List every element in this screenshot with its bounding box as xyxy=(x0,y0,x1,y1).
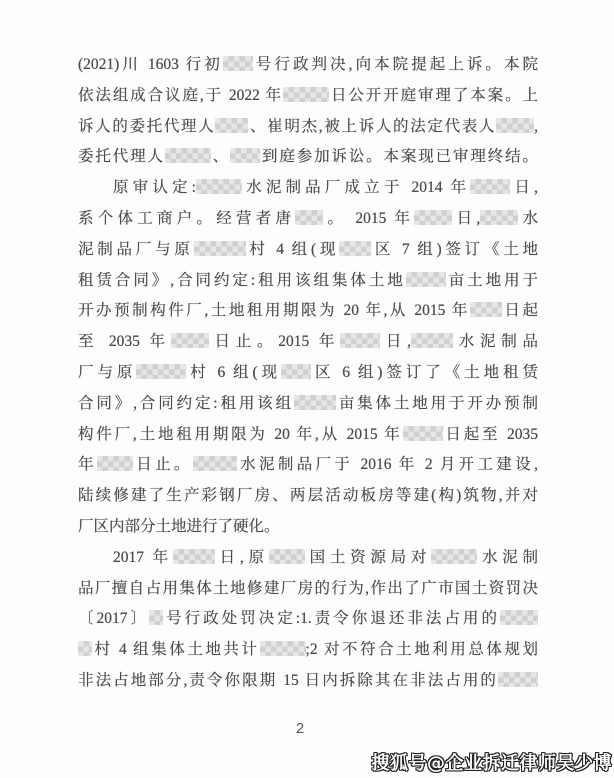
text-run: 日公开开庭审理了本案。上 xyxy=(329,86,538,104)
paragraph xyxy=(78,543,538,697)
text-run: 合同》,合同约定:租用该组 xyxy=(78,394,294,412)
watermark-sohu: 搜狐号@企业拆迁律师吴少博 xyxy=(371,753,612,774)
text-run: 水泥制品厂成立于 2014 年 xyxy=(241,179,471,197)
text-run: 至 2035 年 xyxy=(78,333,171,351)
document-text xyxy=(78,50,538,697)
text-line xyxy=(78,481,538,512)
redaction-block xyxy=(281,364,311,379)
text-run: , xyxy=(534,117,538,135)
text-run: 国土资源局对 xyxy=(304,548,432,566)
text-run: 区 7 组)签订《土地 xyxy=(371,240,538,258)
text-run: 水泥制 xyxy=(477,548,538,566)
text-run: 〔2017〕 xyxy=(78,610,150,628)
redaction-block xyxy=(339,241,371,256)
text-run: 村 6 组(现 xyxy=(186,363,282,381)
text-run: 日, xyxy=(452,209,481,227)
text-run: 委托代理人 xyxy=(78,148,165,166)
text-run: 号行政处罚决定:1.责令你退还非法占用的 xyxy=(163,610,500,628)
text-run: 日起 xyxy=(501,302,538,320)
redaction-block xyxy=(496,118,534,133)
redaction-block xyxy=(403,426,443,441)
redaction-block xyxy=(294,395,336,410)
redaction-block xyxy=(470,302,502,317)
redaction-block xyxy=(230,148,260,163)
redaction-block xyxy=(173,549,215,564)
redaction-block xyxy=(136,364,186,379)
redaction-block xyxy=(470,179,510,194)
text-line xyxy=(78,50,538,81)
text-run: 日,原 xyxy=(214,548,269,566)
text-run: 系个体工商户。经营者唐 xyxy=(78,209,296,227)
redaction-block xyxy=(193,456,237,471)
text-line xyxy=(78,512,538,543)
paragraph xyxy=(78,50,538,173)
text-run: 日止。2015 年 xyxy=(208,333,341,351)
redaction-block xyxy=(171,333,209,348)
text-run: 村 4 组集体土地共计 xyxy=(92,641,260,659)
text-run: 水泥制品厂于 2016 年 2 月开工建设, xyxy=(236,456,538,474)
text-run: 水 xyxy=(518,209,538,227)
redaction-block xyxy=(414,210,452,225)
text-run: 构件厂,土地租用期限为 20 年,从 2015 年 xyxy=(78,425,403,443)
redaction-block xyxy=(431,549,477,564)
text-run: 租赁合同》,合同约定:租用该组集体土地 xyxy=(78,271,406,289)
paragraph xyxy=(78,173,538,543)
text-run: 到庭参加诉讼。本案现已审理终结。 xyxy=(260,148,538,166)
text-run: 厂与原 xyxy=(78,363,137,381)
text-line xyxy=(78,327,538,358)
text-run: 。 2015 年 xyxy=(323,209,415,227)
redaction-block xyxy=(78,641,92,656)
text-line xyxy=(78,235,538,266)
text-run: 日, xyxy=(380,333,411,351)
text-run: 年 xyxy=(78,456,97,474)
text-line xyxy=(78,420,538,451)
redaction-block xyxy=(223,56,253,71)
text-line xyxy=(78,604,538,635)
text-line xyxy=(78,450,538,481)
text-run: 、崔明杰,被上诉人的法定代表人 xyxy=(248,117,497,135)
text-run: 村 4 组(现 xyxy=(245,240,340,258)
text-line xyxy=(78,666,538,697)
redaction-block xyxy=(260,641,306,656)
text-line xyxy=(78,543,538,574)
text-run: 日, xyxy=(510,179,538,197)
redaction-block xyxy=(498,672,538,687)
text-run: 日止。 xyxy=(132,456,193,474)
redaction-block xyxy=(480,210,518,225)
redaction-block xyxy=(406,272,446,287)
redaction-block xyxy=(295,210,323,225)
text-line xyxy=(78,635,538,666)
text-line xyxy=(78,389,538,420)
text-run: 依法组成合议庭,于 2022 年 xyxy=(78,86,284,104)
text-line xyxy=(78,204,538,235)
text-run: (2021)川 1603 行初 xyxy=(78,56,223,73)
text-run: 号行政判决,向本院提起上诉。本院 xyxy=(252,56,538,73)
text-run: 亩土地用于 xyxy=(445,271,538,289)
text-run: ;2 对不符合土地利用总体规划 xyxy=(305,641,538,659)
text-line xyxy=(78,358,538,389)
text-run: 品厂擅自占用集体土地修建厂房的行为,作出了广市国土资罚决 xyxy=(78,579,538,597)
text-run: 2017 年 xyxy=(113,548,173,566)
page-number: 2 xyxy=(295,720,305,737)
text-line xyxy=(78,266,538,297)
text-line xyxy=(78,81,538,112)
text-run: 诉人的委托代理人 xyxy=(78,117,216,135)
redaction-block xyxy=(97,456,133,471)
redaction-block xyxy=(194,241,246,256)
text-line xyxy=(78,296,538,327)
redaction-block xyxy=(196,179,242,194)
text-run: 原审认定: xyxy=(113,179,196,197)
redaction-block xyxy=(269,549,305,564)
text-line xyxy=(78,142,538,173)
text-run: 厂区内部分土地进行了硬化。 xyxy=(78,517,280,535)
redaction-block xyxy=(340,333,380,348)
text-run: 、 xyxy=(210,148,231,166)
text-run: 开办预制构件厂,土地租用期限为 20 年,从 2015 年 xyxy=(78,302,470,320)
text-run: 亩集体土地用于开办预制 xyxy=(335,394,538,412)
text-run: 陆续修建了生产彩钢厂房、两层活动板房等建(构)筑物,并对 xyxy=(78,487,538,505)
text-run: 日起至 2035 xyxy=(442,425,538,443)
text-run: 水泥制品 xyxy=(452,333,538,351)
redaction-block xyxy=(165,148,211,163)
text-line xyxy=(78,173,538,204)
text-run: 泥制品厂与原 xyxy=(78,240,194,258)
redaction-block xyxy=(215,118,248,133)
text-line xyxy=(78,112,538,143)
text-run: 区 6 组)签订了《土地租赁 xyxy=(311,363,538,381)
redaction-block xyxy=(149,610,163,625)
redaction-block xyxy=(411,333,453,348)
redaction-block xyxy=(500,610,538,625)
text-run: 非法占地部分,责令你限期 15 日内拆除其在非法占用的 xyxy=(78,671,498,689)
redaction-block xyxy=(283,87,329,102)
text-line xyxy=(78,574,538,605)
